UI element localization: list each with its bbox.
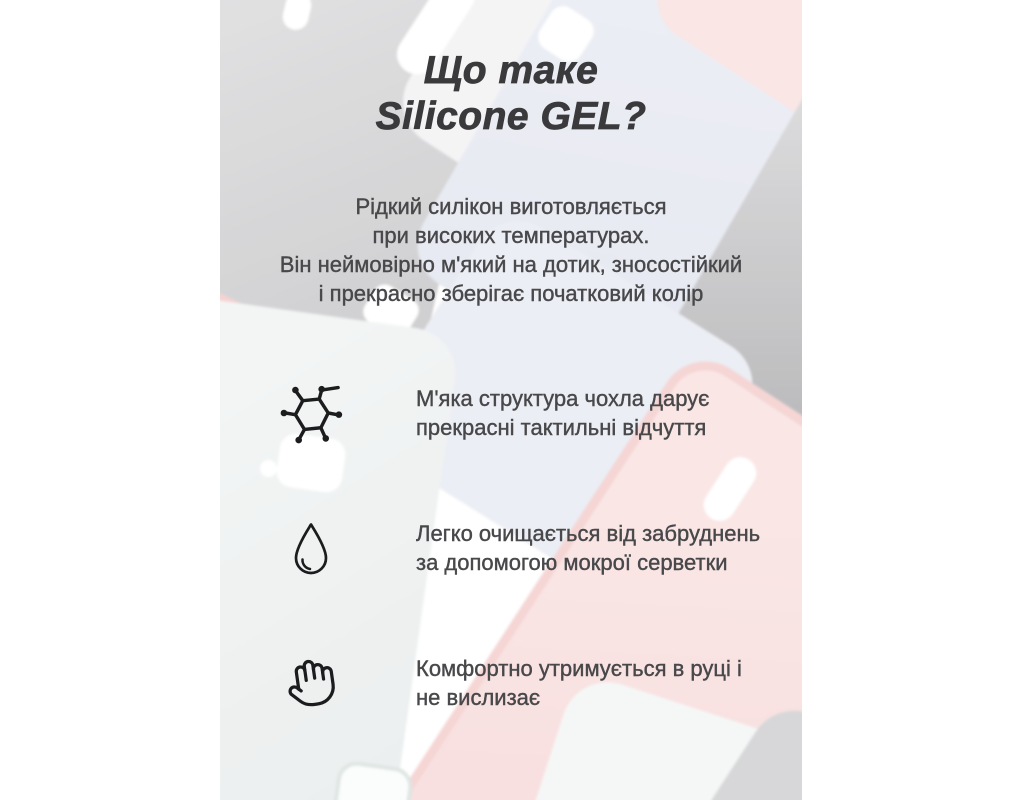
feature-line: не вислизає bbox=[416, 685, 541, 710]
intro-line: і прекрасно зберігає початковий колір bbox=[318, 281, 704, 306]
intro-paragraph bbox=[220, 192, 802, 308]
title-line-2: Silicone GEL? bbox=[375, 95, 647, 138]
title-line-1: Що таке bbox=[423, 49, 599, 92]
feature-text bbox=[416, 384, 709, 442]
hand-icon bbox=[278, 657, 344, 709]
photo-area bbox=[220, 0, 802, 800]
feature-row-soft-structure bbox=[278, 368, 802, 458]
feature-text bbox=[416, 654, 742, 712]
feature-row-good-grip bbox=[278, 640, 802, 726]
page-title bbox=[220, 48, 802, 140]
molecule-icon bbox=[278, 379, 344, 447]
feature-line: Легко очищається від забруднень bbox=[416, 521, 761, 546]
intro-line: Він неймовірно м'який на дотик, зносостійкий bbox=[279, 252, 743, 277]
content-layer bbox=[220, 0, 802, 800]
intro-line: при високих температурах. bbox=[372, 223, 650, 248]
intro-line: Рідкий силікон виготовляється bbox=[355, 194, 667, 219]
feature-line: за допомогою мокрої серветки bbox=[416, 550, 728, 575]
feature-line: Комфортно утримується в руці і bbox=[416, 656, 742, 681]
feature-line: М'яка структура чохла дарує bbox=[416, 386, 710, 411]
feature-line: прекрасні тактильні відчуття bbox=[416, 415, 707, 440]
water-drop-icon bbox=[278, 520, 344, 577]
feature-row-easy-clean bbox=[278, 506, 802, 590]
feature-text bbox=[416, 519, 760, 577]
